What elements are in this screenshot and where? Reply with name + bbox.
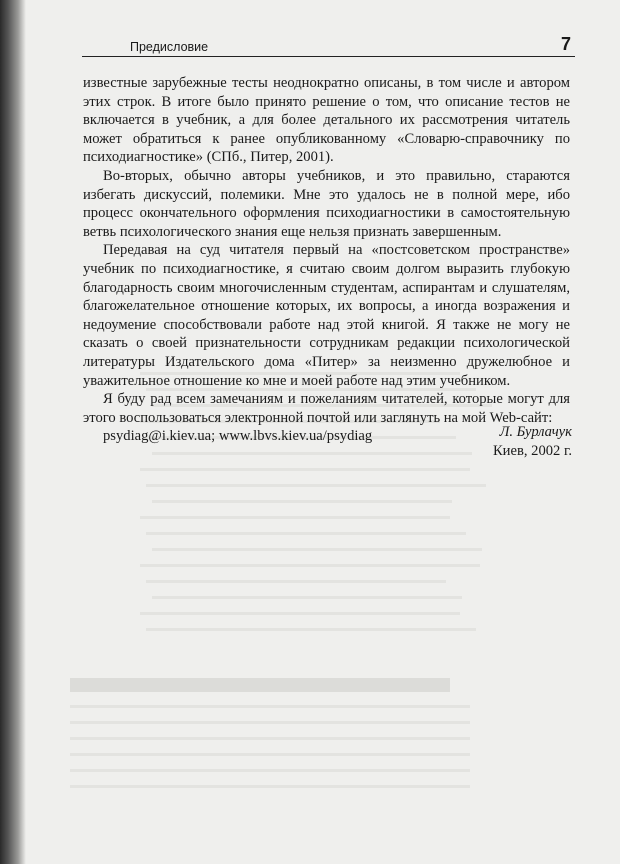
bleed-line bbox=[152, 548, 482, 551]
signature bbox=[493, 423, 572, 460]
bleed-line bbox=[70, 785, 470, 788]
header-title: Предисловие bbox=[130, 40, 209, 54]
bleed-heading bbox=[70, 678, 450, 692]
bleed-line bbox=[146, 628, 476, 631]
bleed-line bbox=[140, 612, 460, 615]
page-number: 7 bbox=[560, 34, 571, 54]
bleed-line bbox=[152, 452, 472, 455]
bleed-line bbox=[146, 532, 466, 535]
bleed-line bbox=[146, 484, 486, 487]
paragraph: известные зарубежные тесты неоднократно описаны, в том числе и автором этих строк. В итоге было принято решение о том, что описание тестов не включается в учебник, а для более детального их рассмотрения читатель может обратиться к ранее опубликованному «Словарю-справочнику по психодиагностике» (СПб., Питер, 2001). bbox=[83, 75, 570, 166]
place-date: Киев, 2002 г. bbox=[492, 442, 572, 459]
bleed-line bbox=[70, 721, 470, 724]
paragraph: Передавая на суд читателя первый на «постсоветском пространстве» учебник по психодиагностике, я считаю своим долгом выразить глубокую благодарность своим многочисленным студентам, аспирантам и слушателям, благожелательное отношение которых, их вопросы, а иногда возражения и недоумение способствовали работе над этой книгой. Я также не могу не сказать о своей признательности сотрудникам редакции психологической литературы Издательского дома «Питер» за неизменно дружелюбное и уважительное отношение ко мне и моей работе над этим учебником. bbox=[83, 242, 570, 389]
bleed-line bbox=[70, 769, 470, 772]
contact-links: psydiag@i.kiev.ua; www.lbvs.kiev.ua/psydiag bbox=[103, 428, 373, 445]
bleed-line bbox=[70, 753, 470, 756]
bleed-line bbox=[70, 737, 470, 740]
paragraph: Я буду рад всем замечаниям и пожеланиям читателей, которые могут для этого воспользоваться электронной почтой или заглянуть на мой Web-сайт: bbox=[83, 391, 570, 426]
author-name: Л. Бурлачук bbox=[499, 424, 572, 440]
bleed-line bbox=[152, 596, 462, 599]
bleed-line bbox=[140, 516, 450, 519]
bleed-line bbox=[140, 564, 480, 567]
page-binding-shadow bbox=[0, 0, 26, 864]
bleed-line bbox=[152, 500, 452, 503]
bleed-line bbox=[140, 468, 470, 471]
page-body bbox=[83, 74, 570, 446]
bleed-line bbox=[146, 580, 446, 583]
paragraph: Во-вторых, обычно авторы учебников, и это правильно, стараются избегать дискуссий, полемики. Мне это удалось не в полной мере, ибо процесс окончательного оформления психодиагностики в самостоятельную ветвь психологического знания еще нельзя признать завершенным. bbox=[83, 167, 570, 240]
running-header bbox=[82, 36, 575, 57]
bleed-line bbox=[70, 705, 470, 708]
